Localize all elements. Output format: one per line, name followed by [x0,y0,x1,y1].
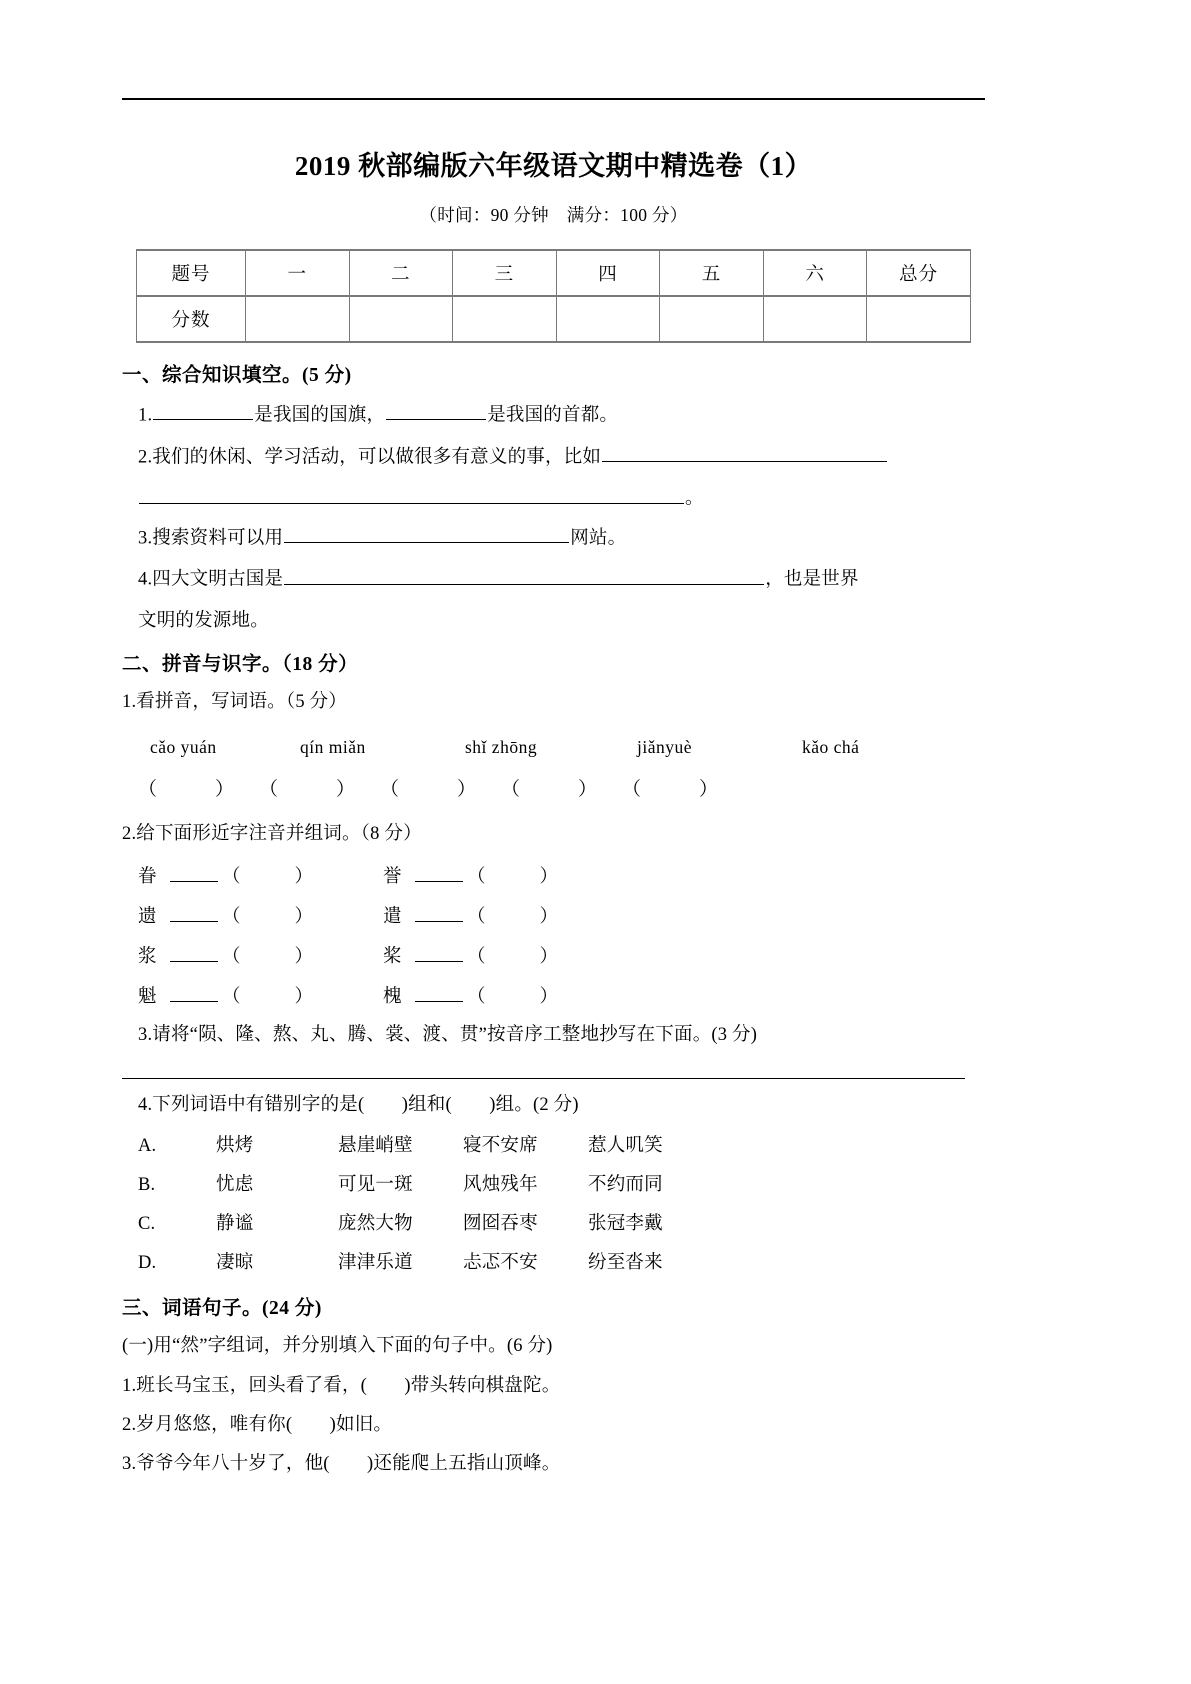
header-rule [122,98,985,100]
paren-open: （ [622,779,642,801]
pinyin-row [122,737,985,758]
paren-open: （ [222,866,241,887]
score-table-row-label: 题号 [137,250,246,296]
section-2-question-3: 3.请将“陨、隆、熬、丸、腾、裳、渡、贯”按音序工整地抄写在下面。(3 分) [138,1024,758,1045]
score-table-col-4: 四 [556,250,660,296]
pinyin-word-2: qín miǎn [300,737,366,758]
character-glyph: 誉 [383,866,402,887]
similar-characters-grid [122,862,985,1008]
paren-close: ） [294,986,314,1007]
option-word: 张冠李戴 [588,1214,663,1235]
pinyin-blank[interactable] [170,862,218,882]
character-entry [383,902,628,928]
option-label: D. [138,1253,157,1274]
option-row-a[interactable] [122,1131,985,1157]
option-word: 津津乐道 [338,1253,413,1274]
answer-blank[interactable] [139,483,684,503]
score-cell-6[interactable] [763,296,867,342]
option-word: 烘烤 [216,1136,254,1157]
paren-open: （ [501,779,521,801]
exam-meta: （时间：90 分钟 满分：100 分） [419,205,688,225]
section-1-question-2 [122,442,985,471]
score-cell-1[interactable] [246,296,350,342]
option-row-c[interactable] [122,1209,985,1235]
pinyin-blank[interactable] [415,902,463,922]
answer-paren-1[interactable] [138,774,259,801]
character-glyph: 遗 [138,906,157,927]
section-3-question-1: 1.班长马宝玉，回头看了看，( )带头转向棋盘陀。 [122,1375,561,1396]
section-1-question-4-continuation: 文明的发源地。 [138,611,269,632]
pinyin-answer-parens [122,774,985,801]
option-word: 纷至沓来 [588,1253,663,1274]
section-2-heading: 二、拼音与识字。（18 分） [122,654,359,676]
option-word: 静谧 [216,1214,254,1235]
pinyin-word-3: shǐ zhōng [465,737,538,758]
character-pair-row [138,982,985,1008]
q1-middle-text: 是我国的国旗， [254,405,386,426]
option-word: 风烛残年 [463,1175,538,1196]
section-3-question-3: 3.爷爷今年八十岁了，他( )还能爬上五指山顶峰。 [122,1454,561,1475]
pinyin-word-4: jiǎnyuè [637,737,693,758]
answer-blank[interactable] [284,523,569,543]
q4-middle-text: ，也是世界 [765,569,859,590]
q4-text: 4.四大文明古国是 [138,569,284,590]
option-row-d[interactable] [122,1248,985,1274]
score-table-col-6: 六 [763,250,867,296]
paren-close: ） [294,866,314,887]
word-paren[interactable] [222,902,313,928]
q3-text: 3.搜索资料可以用 [138,528,284,549]
page-content [122,118,985,1477]
paren-open: （ [467,986,486,1007]
section-2-question-2: 2.给下面形近字注音并组词。（8 分） [122,824,422,845]
option-word: 惹人叽笑 [588,1136,663,1157]
pinyin-word-1: cǎo yuán [150,737,217,758]
section-2-question-1: 1.看拼音，写词语。（5 分） [122,692,348,713]
character-entry [138,982,383,1008]
paren-close: ） [336,779,356,801]
word-paren[interactable] [467,982,558,1008]
character-pair-row [138,862,985,888]
score-table-col-1: 一 [246,250,350,296]
score-cell-3[interactable] [453,296,557,342]
answer-blank[interactable] [284,564,764,584]
page-title: 2019 秋部编版六年级语文期中精选卷（1） [294,151,813,181]
paren-open: （ [380,779,400,801]
character-pair-row [138,942,985,968]
answer-blank[interactable] [386,400,486,420]
word-paren[interactable] [222,982,313,1008]
section-2-question-4: 4.下列词语中有错别字的是( )组和( )组。(2 分) [138,1094,579,1115]
paren-open: （ [222,906,241,927]
pinyin-blank[interactable] [170,982,218,1002]
section-3-subheading: (一)用“然”字组词，并分别填入下面的句子中。(6 分) [122,1336,553,1357]
pinyin-blank[interactable] [170,942,218,962]
character-entry [138,902,383,928]
paren-close: ） [539,866,559,887]
score-cell-4[interactable] [556,296,660,342]
word-paren[interactable] [467,902,558,928]
section-1-question-4 [122,564,985,593]
character-entry [383,942,628,968]
option-label: B. [138,1175,156,1196]
pinyin-word-5: kǎo chá [802,737,860,758]
paren-close: ） [539,986,559,1007]
option-label: C. [138,1214,156,1235]
section-3-heading: 三、词语句子。(24 分) [122,1298,322,1320]
section-1-question-3 [122,523,985,552]
paren-close: ） [215,779,235,801]
pinyin-blank[interactable] [415,942,463,962]
score-table-col-total: 总分 [867,250,971,296]
pinyin-blank[interactable] [415,982,463,1002]
pinyin-blank[interactable] [415,862,463,882]
word-paren[interactable] [222,862,313,888]
answer-blank[interactable] [602,442,887,462]
answer-blank[interactable] [153,400,253,420]
option-word: 凄晾 [216,1253,254,1274]
character-entry [138,942,383,968]
section-1-question-1 [122,400,985,429]
option-word: 不约而同 [588,1175,663,1196]
character-entry [383,982,628,1008]
score-table-row-label-scores: 分数 [137,296,246,342]
character-pair-row [138,902,985,928]
section-3-question-2: 2.岁月悠悠，唯有你( )如旧。 [122,1414,393,1435]
option-word: 囫囵吞枣 [463,1214,538,1235]
option-word: 可见一斑 [338,1175,413,1196]
q2-text: 2.我们的休闲、学习活动，可以做很多有意义的事，比如 [138,447,602,468]
paren-open: （ [467,866,486,887]
character-glyph: 遣 [383,906,402,927]
word-paren[interactable] [467,942,558,968]
score-table [136,249,971,343]
option-word: 悬崖峭壁 [338,1136,413,1157]
pinyin-blank[interactable] [170,902,218,922]
option-word: 寝不安席 [463,1136,538,1157]
word-paren[interactable] [467,862,558,888]
option-label: A. [138,1136,157,1157]
character-glyph: 浆 [138,946,157,967]
paren-open: （ [467,906,486,927]
option-word: 忧虑 [216,1175,254,1196]
paren-close: ） [699,779,719,801]
q2-period: 。 [685,488,704,509]
answer-write-line[interactable] [122,1078,965,1079]
paren-open: （ [222,946,241,967]
option-row-b[interactable] [122,1170,985,1196]
paren-open: （ [222,986,241,1007]
q3-end-text: 网站。 [570,528,627,549]
answer-paren-4[interactable] [501,774,622,801]
answer-paren-3[interactable] [380,774,501,801]
character-entry [383,862,628,888]
table-row-scores [137,296,971,342]
score-table-col-5: 五 [660,250,764,296]
paren-close: ） [578,779,598,801]
section-1-heading: 一、综合知识填空。(5 分) [122,365,352,386]
paren-close: ） [539,946,559,967]
score-cell-2[interactable] [349,296,453,342]
q1-number: 1. [138,405,153,426]
paren-close: ） [294,946,314,967]
answer-paren-2[interactable] [259,774,380,801]
option-word: 忐忑不安 [463,1253,538,1274]
paren-close: ） [539,906,559,927]
q1-end-text: 是我国的首都。 [487,405,619,426]
paren-close: ） [457,779,477,801]
word-paren[interactable] [222,942,313,968]
paren-open: （ [138,779,158,801]
score-cell-5[interactable] [660,296,764,342]
section-1-question-2-continuation [122,483,985,509]
score-table-col-2: 二 [349,250,453,296]
score-table-col-3: 三 [453,250,557,296]
table-row-header [137,250,971,296]
paren-open: （ [467,946,486,967]
paren-open: （ [259,779,279,801]
option-word: 庞然大物 [338,1214,413,1235]
score-cell-total[interactable] [867,296,971,342]
paren-close: ） [294,906,314,927]
character-glyph: 魁 [138,986,157,1007]
character-entry [138,862,383,888]
character-glyph: 桨 [383,946,402,967]
character-glyph: 槐 [383,986,402,1007]
answer-paren-5[interactable] [622,774,743,801]
character-glyph: 眷 [138,866,157,887]
